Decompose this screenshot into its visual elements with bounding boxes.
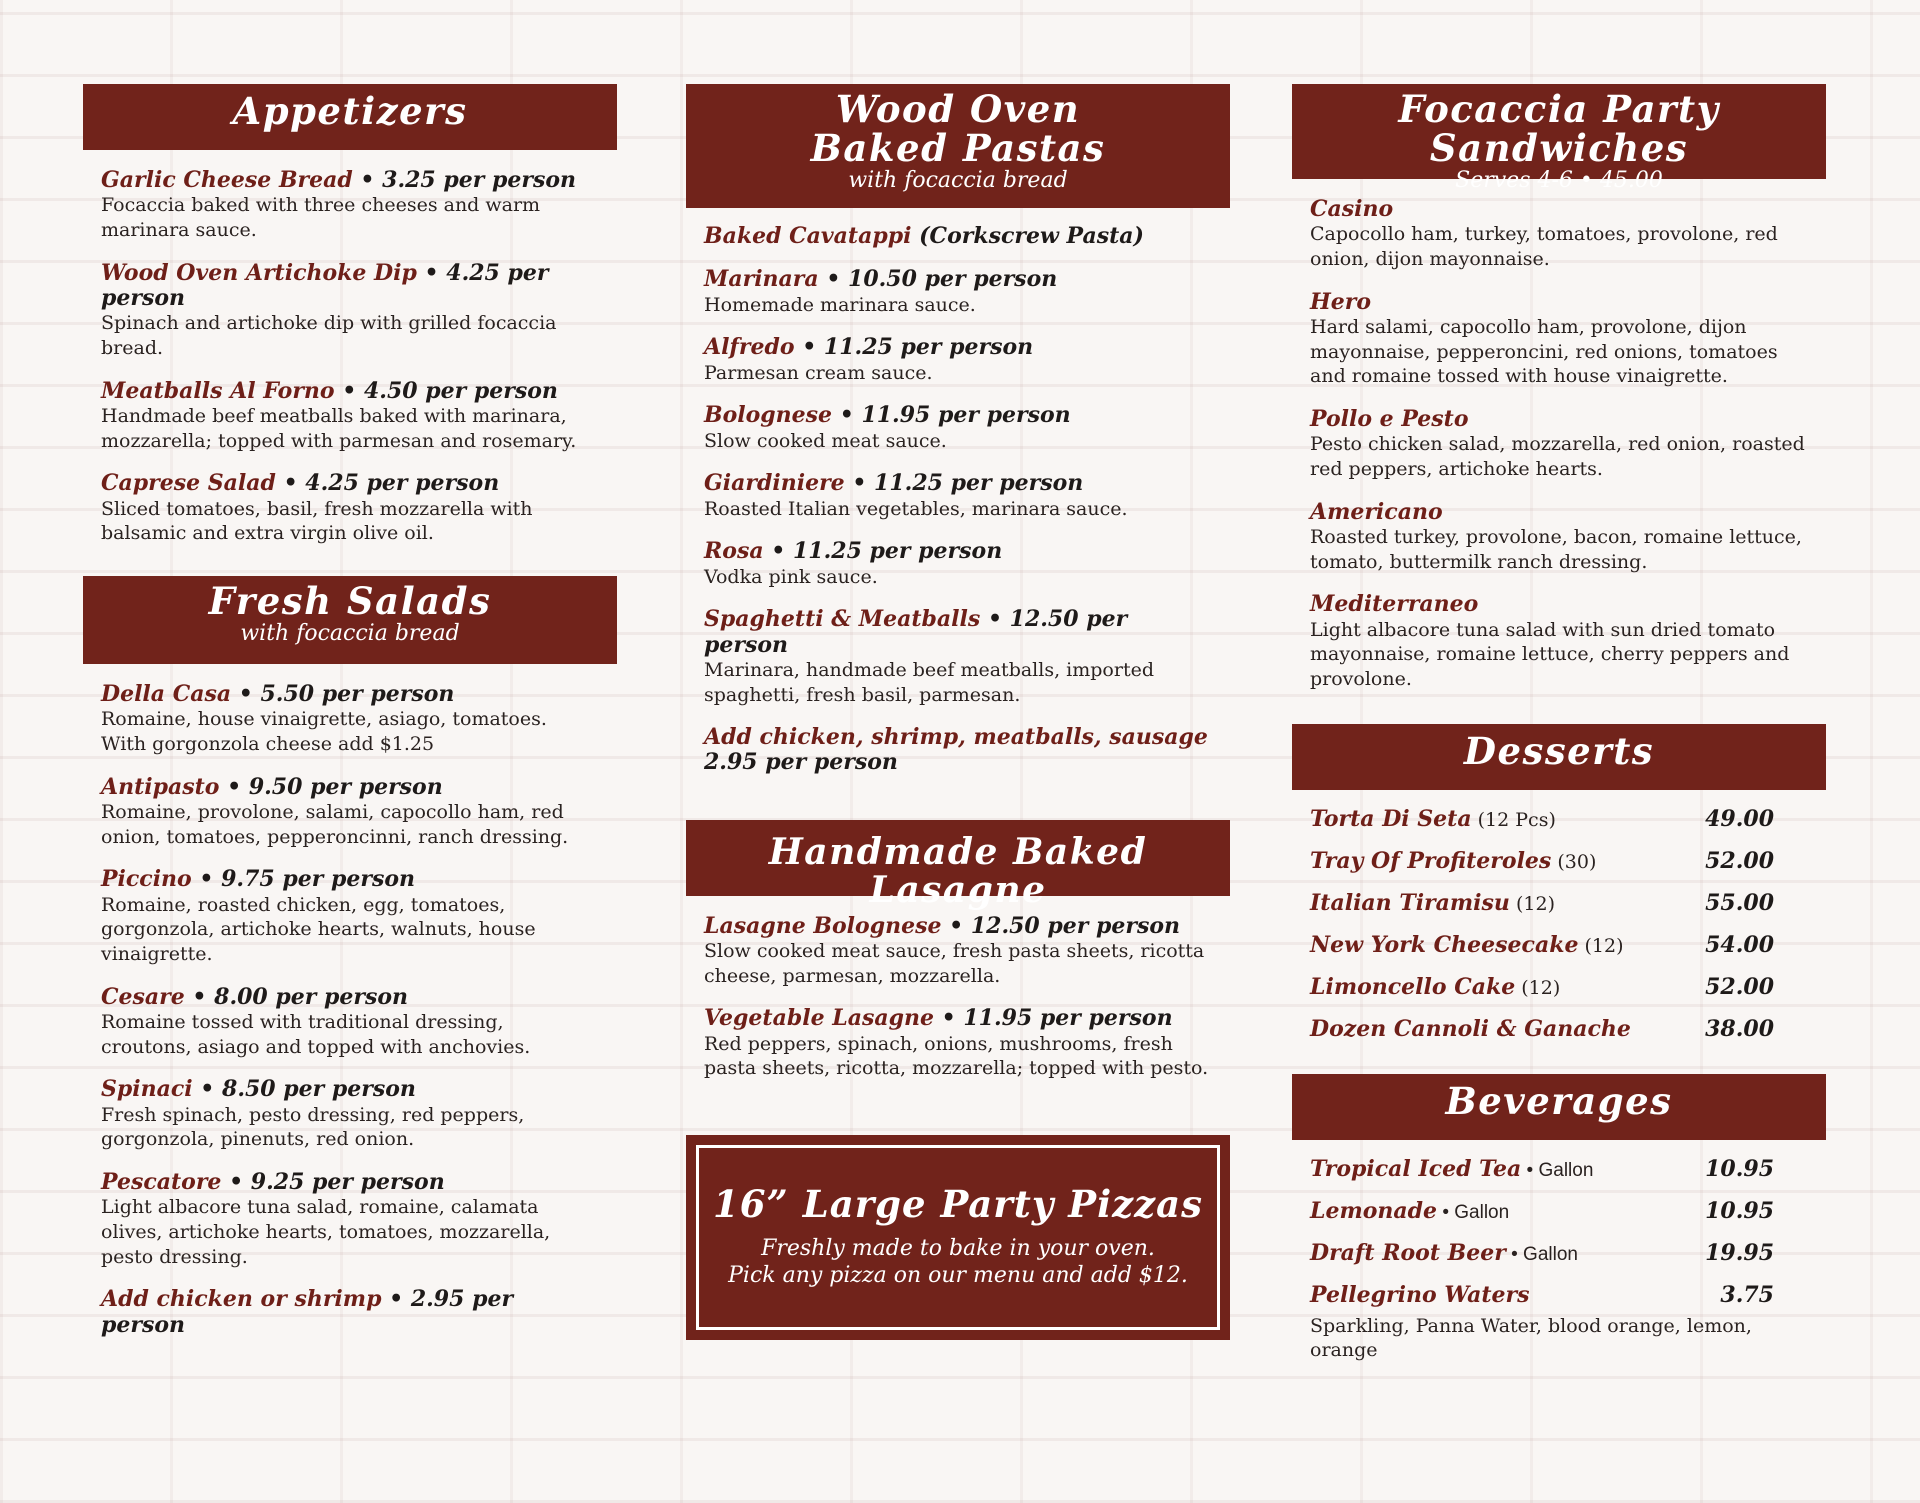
- appetizers-list: [83, 168, 617, 546]
- salad-item-price: • 8.50 per person: [192, 1076, 416, 1103]
- sandwich-item-name: Pollo e Pesto: [1310, 406, 1469, 433]
- sandwich-item-heading: [1310, 592, 1806, 617]
- appetizer-item-description: Sliced tomatoes, basil, fresh mozzarella with balsamic and extra virgin olive oil.: [101, 497, 533, 545]
- pasta-item-price: • 12.50 per person: [704, 606, 1128, 658]
- sandwiches-title: Focaccia Party Sandwiches: [1398, 87, 1720, 170]
- salad-item: [101, 867, 597, 966]
- dessert-row: [1310, 848, 1806, 874]
- appetizer-item-name: Caprese Salad: [101, 470, 276, 497]
- salads-list: [83, 682, 617, 1338]
- beverages-banner: [1292, 1074, 1826, 1140]
- pasta-item-name: Alfredo: [704, 334, 795, 361]
- salads-subtitle: with focaccia bread: [240, 620, 460, 646]
- sandwich-item-name: Americano: [1310, 498, 1443, 525]
- pasta-item-heading: [704, 335, 1210, 360]
- salad-item-description: Romaine, house vinaigrette, asiago, tomatoes. With gorgonzola cheese add $1.25: [101, 708, 547, 755]
- sandwiches-subtitle: Serves 4-6 • 45.00: [1455, 167, 1663, 193]
- beverages-title: Beverages: [1445, 1078, 1673, 1123]
- salad-item-price: • 9.25 per person: [221, 1169, 445, 1196]
- sandwich-item-heading: [1310, 407, 1806, 432]
- sandwiches-banner: [1292, 84, 1826, 193]
- salad-item-price: • 8.00 per person: [184, 983, 409, 1010]
- dessert-name: Tray Of Profiteroles: [1310, 847, 1552, 874]
- dessert-name: Dozen Cannoli & Ganache: [1310, 1015, 1631, 1042]
- dessert-name: New York Cheesecake: [1310, 931, 1579, 958]
- dessert-price: 55.00: [1705, 889, 1774, 916]
- dessert-name-group: [1310, 890, 1555, 916]
- appetizers-banner: [83, 84, 617, 150]
- appetizer-item-price: • 4.25 per person: [101, 259, 549, 311]
- appetizer-item-description: Focaccia baked with three cheeses and warm marinara sauce.: [101, 194, 541, 241]
- dessert-name-group: [1310, 974, 1560, 1000]
- dessert-qty: (12): [1515, 976, 1561, 999]
- salad-item-name: Pescatore: [101, 1169, 222, 1196]
- lasagne-item-description: Red peppers, spinach, onions, mushrooms, fresh pasta sheets, ricotta, mozzarella; topped with pesto.: [704, 1032, 1209, 1080]
- sandwich-item-description: Pesto chicken salad, mozzarella, red onion, roasted red peppers, artichoke hearts.: [1310, 433, 1805, 481]
- pizza-line-2: Pick any pizza on our menu and add $12.: [728, 1262, 1188, 1288]
- lasagne-item-name: Lasagne Bolognese: [704, 912, 942, 939]
- lasagne-banner: [686, 820, 1230, 911]
- salad-item-name: Spinaci: [101, 1076, 193, 1103]
- salad-item-name: Antipasto: [101, 773, 220, 800]
- dessert-price: 54.00: [1705, 931, 1774, 958]
- salad-item-price: • 2.95 per person: [101, 1286, 514, 1338]
- salad-item-heading: [101, 1077, 597, 1102]
- pasta-item: [704, 403, 1210, 453]
- lasagne-item-name: Vegetable Lasagne: [704, 1005, 934, 1032]
- beverage-price: 3.75: [1720, 1281, 1774, 1308]
- dessert-price: 49.00: [1705, 805, 1774, 832]
- pasta-item: [704, 335, 1210, 385]
- salad-item-heading: [101, 1287, 597, 1338]
- appetizer-item-heading: [101, 261, 597, 312]
- lasagne-item: [704, 1006, 1210, 1081]
- salad-item: [101, 1287, 597, 1338]
- lasagne-item-price: • 12.50 per person: [941, 912, 1181, 939]
- appetizer-item-price: • 4.50 per person: [334, 377, 558, 404]
- appetizer-item-name: Wood Oven Artichoke Dip: [101, 259, 417, 286]
- pasta-intro-name: Baked Cavatappi: [704, 223, 912, 249]
- beverages-list: [1292, 1156, 1826, 1363]
- dessert-qty: (30): [1551, 850, 1597, 873]
- appetizer-item: [101, 379, 597, 454]
- pasta-item-heading: [704, 471, 1210, 496]
- salads-title: Fresh Salads: [208, 578, 492, 623]
- salad-item-description: Light albacore tuna salad, romaine, calamata olives, artichoke hearts, tomatoes, mozzarella, pesto dressing.: [101, 1196, 551, 1268]
- appetizer-item-heading: [101, 471, 597, 496]
- sandwich-item-name: Mediterraneo: [1310, 591, 1479, 618]
- pasta-item: [704, 607, 1210, 707]
- salad-item-price: • 5.50 per person: [231, 680, 455, 707]
- salad-item-heading: [101, 867, 597, 892]
- pastas-title-line1: Wood Oven: [835, 87, 1081, 131]
- pasta-addon-price: 2.95 per person: [704, 749, 898, 776]
- sandwich-item-description: Hard salami, capocollo ham, provolone, dijon mayonnaise, pepperoncini, red onions, tomatoes and romaine tossed with house vinaigrette.: [1310, 315, 1778, 388]
- pasta-item-heading: [704, 607, 1210, 658]
- sandwich-item-heading: [1310, 290, 1806, 315]
- salad-item-price: • 9.50 per person: [219, 773, 443, 800]
- appetizer-item: [101, 261, 597, 361]
- desserts-list: [1292, 806, 1826, 1042]
- salad-item: [101, 985, 597, 1060]
- dessert-row: [1310, 890, 1806, 916]
- pasta-item-heading: [704, 403, 1210, 428]
- dessert-name: Italian Tiramisu: [1310, 889, 1510, 916]
- beverage-name-group: [1310, 1156, 1593, 1182]
- appetizer-item-price: • 4.25 per person: [275, 470, 500, 497]
- salad-item-name: Piccino: [101, 866, 192, 893]
- pasta-item-description: Parmesan cream sauce.: [704, 361, 933, 384]
- sandwich-item: [1310, 592, 1806, 691]
- beverage-unit: • Gallon: [1437, 1201, 1510, 1223]
- pasta-item-price: • 11.25 per person: [844, 470, 1084, 497]
- dessert-qty: (12): [1578, 934, 1624, 957]
- pizza-inner-frame: [696, 1145, 1220, 1330]
- salad-item-heading: [101, 1170, 597, 1195]
- dessert-price: 38.00: [1705, 1015, 1774, 1042]
- beverage-unit: • Gallon: [1521, 1159, 1594, 1181]
- lasagne-item-description: Slow cooked meat sauce, fresh pasta sheets, ricotta cheese, parmesan, mozzarella.: [704, 940, 1205, 987]
- salad-item-heading: [101, 985, 597, 1010]
- pasta-addon-name: Add chicken, shrimp, meatballs, sausage: [704, 724, 1208, 751]
- beverage-name: Tropical Iced Tea: [1310, 1155, 1522, 1182]
- beverage-row: [1310, 1240, 1806, 1266]
- pastas-banner: [686, 84, 1230, 208]
- dessert-price: 52.00: [1705, 847, 1774, 874]
- lasagne-item-price: • 11.95 per person: [933, 1005, 1173, 1032]
- appetizer-item: [101, 168, 597, 243]
- beverage-note: [1310, 1314, 1806, 1363]
- salad-item-price: • 9.75 per person: [191, 866, 415, 893]
- beverage-name: Draft Root Beer: [1310, 1239, 1506, 1266]
- dessert-row: [1310, 974, 1806, 1000]
- sandwich-item-name: Hero: [1310, 288, 1372, 315]
- lasagne-item: [704, 914, 1210, 989]
- sandwich-item-description: Roasted turkey, provolone, bacon, romaine lettuce, tomato, buttermilk ranch dressing.: [1310, 526, 1802, 573]
- salad-item-description: Romaine tossed with traditional dressing, croutons, asiago and topped with anchovies.: [101, 1010, 531, 1058]
- pasta-item-description: Slow cooked meat sauce.: [704, 429, 947, 452]
- salad-item-name: Cesare: [101, 983, 185, 1010]
- pasta-item-name: Marinara: [704, 266, 819, 293]
- lasagne-item-heading: [704, 1006, 1210, 1031]
- beverage-name-group: [1310, 1240, 1578, 1266]
- dessert-name-group: [1310, 806, 1556, 832]
- pasta-item-price: • 11.95 per person: [832, 402, 1071, 429]
- pasta-item-heading: [704, 267, 1210, 292]
- pasta-item-description: Roasted Italian vegetables, marinara sauce.: [704, 497, 1128, 520]
- beverage-name-group: [1310, 1198, 1509, 1224]
- pasta-item: [704, 539, 1210, 589]
- salad-item: [101, 1077, 597, 1152]
- sandwich-item-name: Casino: [1310, 196, 1394, 222]
- beverage-price: 10.95: [1705, 1197, 1774, 1224]
- pasta-item-price: • 11.25 per person: [763, 538, 1003, 565]
- sandwich-item-description: Capocollo ham, turkey, tomatoes, provolone, red onion, dijon mayonnaise.: [1310, 223, 1778, 270]
- dessert-name-group: [1310, 1016, 1631, 1042]
- dessert-name-group: [1310, 932, 1623, 958]
- salad-item-name: Della Casa: [101, 680, 232, 707]
- dessert-qty: (12 Pcs): [1471, 808, 1556, 831]
- dessert-price: 52.00: [1705, 973, 1774, 1000]
- menu-column-middle: [686, 84, 1230, 1340]
- salad-item-heading: [101, 775, 597, 800]
- sandwich-item: [1310, 290, 1806, 389]
- dessert-row: [1310, 932, 1806, 958]
- pasta-item-name: Bolognese: [704, 402, 833, 429]
- salad-item-description: Romaine, provolone, salami, capocollo ham, red onion, tomatoes, pepperoncinni, ranch dressing.: [101, 800, 569, 848]
- lasagne-item-heading: [704, 914, 1210, 939]
- desserts-title: Desserts: [1463, 728, 1655, 773]
- pasta-item: [704, 471, 1210, 521]
- appetizer-item-name: Garlic Cheese Bread: [101, 167, 353, 193]
- appetizer-item-heading: [101, 379, 597, 404]
- pasta-item-name: Giardiniere: [704, 470, 845, 497]
- sandwiches-list: [1292, 197, 1826, 692]
- beverage-price: 10.95: [1705, 1155, 1774, 1182]
- menu-column-left: [83, 84, 617, 1338]
- pasta-intro-rest: (Corkscrew Pasta): [911, 223, 1144, 249]
- salad-item-description: Fresh spinach, pesto dressing, red peppers, gorgonzola, pinenuts, red onion.: [101, 1103, 525, 1151]
- appetizer-item-description: Spinach and artichoke dip with grilled focaccia bread.: [101, 312, 557, 359]
- beverage-unit: • Gallon: [1505, 1243, 1578, 1265]
- pastas-subtitle: with focaccia bread: [848, 167, 1068, 193]
- pasta-intro: [704, 224, 1210, 249]
- pasta-item-description: Marinara, handmade beef meatballs, imported spaghetti, fresh basil, parmesan.: [704, 658, 1154, 706]
- beverage-row: [1310, 1156, 1806, 1182]
- salad-item-name: Add chicken or shrimp: [101, 1286, 382, 1313]
- beverage-price: 19.95: [1705, 1239, 1774, 1266]
- beverage-name: Lemonade: [1310, 1197, 1438, 1224]
- sandwich-item-description: Light albacore tuna salad with sun dried tomato mayonnaise, romaine lettuce, cherry peppers and provolone.: [1310, 618, 1790, 691]
- lasagne-title: Handmade Baked Lasagne: [768, 830, 1148, 911]
- desserts-banner: [1292, 724, 1826, 790]
- pasta-item-price: • 10.50 per person: [818, 266, 1058, 293]
- beverage-row: [1310, 1282, 1806, 1308]
- salad-item: [101, 1170, 597, 1269]
- lasagne-list: [686, 914, 1230, 1081]
- pasta-addon: [704, 725, 1210, 776]
- appetizer-item-name: Meatballs Al Forno: [101, 377, 335, 404]
- dessert-name: Torta Di Seta: [1310, 805, 1472, 832]
- sandwich-item: [1310, 407, 1806, 482]
- dessert-qty: (12): [1509, 892, 1555, 915]
- dessert-row: [1310, 1016, 1806, 1042]
- salad-item-description: Romaine, roasted chicken, egg, tomatoes, gorgonzola, artichoke hearts, walnuts, house vinaigrette.: [101, 893, 536, 965]
- pasta-item-description: Homemade marinara sauce.: [704, 293, 976, 316]
- sandwich-item-heading: [1310, 197, 1806, 222]
- sandwich-item-heading: [1310, 500, 1806, 525]
- beverage-row: [1310, 1198, 1806, 1224]
- dessert-name-group: [1310, 848, 1596, 874]
- appetizer-item-price: • 3.25 per person: [352, 167, 577, 193]
- pastas-list: [686, 224, 1230, 776]
- pasta-item: [704, 267, 1210, 317]
- dessert-row: [1310, 806, 1806, 832]
- dessert-name: Limoncello Cake: [1310, 973, 1516, 1000]
- salad-item-heading: [101, 682, 597, 707]
- sandwich-item: [1310, 197, 1806, 272]
- pizza-line-1: Freshly made to bake in your oven.: [761, 1236, 1155, 1262]
- appetizers-title: Appetizers: [232, 89, 468, 133]
- pizza-title: 16” Large Party Pizzas: [713, 1182, 1203, 1227]
- appetizer-item-description: Handmade beef meatballs baked with marinara, mozzarella; topped with parmesan and rosemary.: [101, 404, 577, 452]
- pasta-item-price: • 11.25 per person: [794, 334, 1034, 361]
- beverage-name-group: [1310, 1282, 1530, 1308]
- pastas-title-line2: Baked Pastas: [810, 125, 1106, 170]
- pasta-item-description: Vodka pink sauce.: [704, 565, 878, 588]
- menu-column-right: [1292, 84, 1826, 1363]
- appetizer-item-heading: [101, 168, 597, 193]
- salads-banner: [83, 576, 617, 664]
- beverage-note-text: Sparkling, Panna Water, blood orange, lemon, orange: [1310, 1314, 1752, 1362]
- appetizer-item: [101, 471, 597, 546]
- beverage-name: Pellegrino Waters: [1310, 1281, 1530, 1308]
- pasta-item-heading: [704, 539, 1210, 564]
- salad-item: [101, 775, 597, 850]
- pizza-box: [686, 1135, 1230, 1340]
- pasta-item-name: Rosa: [704, 538, 764, 565]
- pasta-item-name: Spaghetti & Meatballs: [704, 606, 981, 633]
- sandwich-item: [1310, 500, 1806, 575]
- salad-item: [101, 682, 597, 757]
